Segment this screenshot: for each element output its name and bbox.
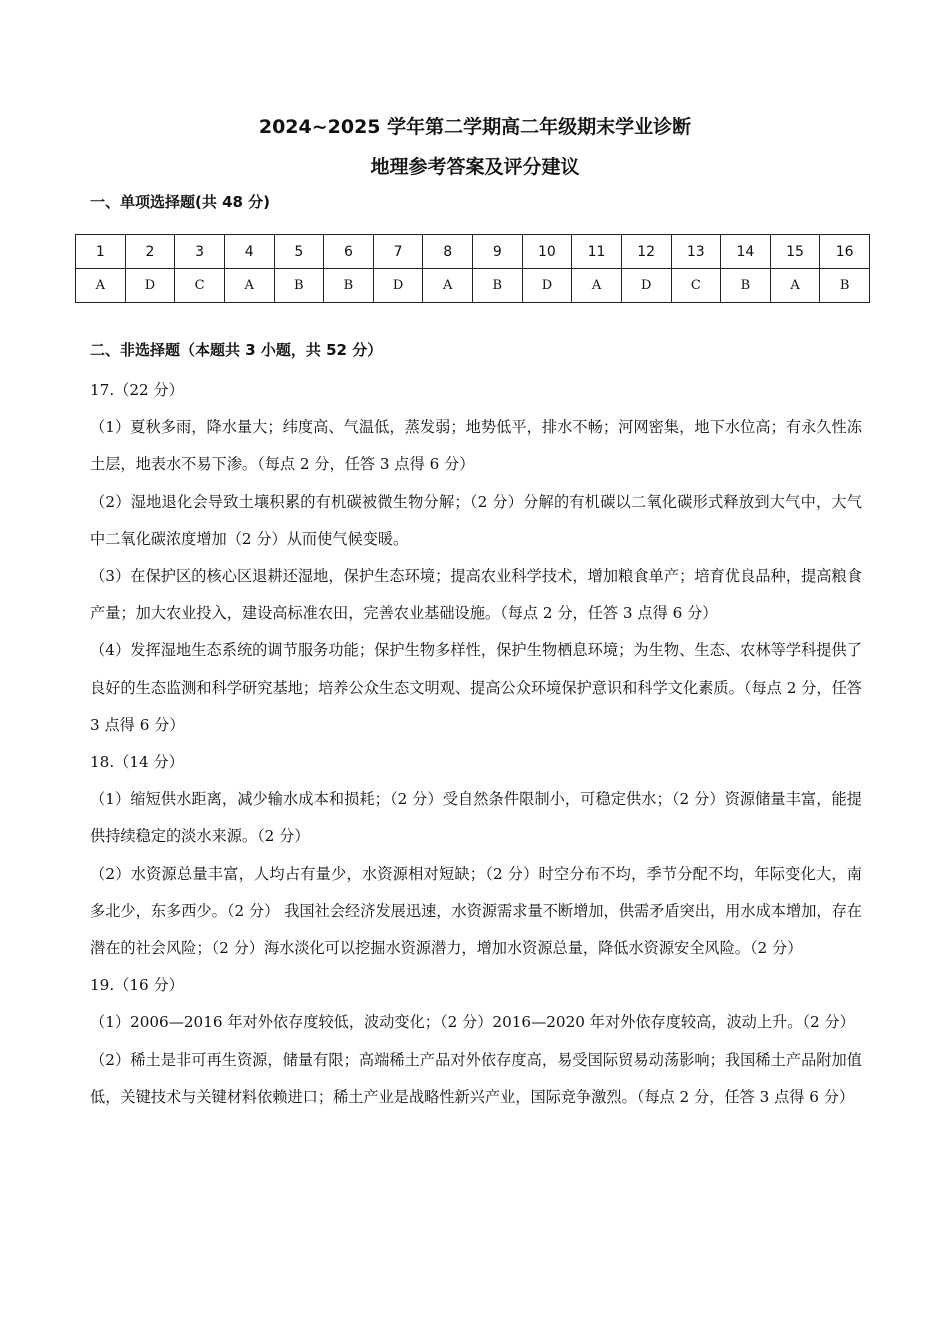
answer-key-cell: A — [224, 269, 274, 303]
answer-key-cell: B — [473, 269, 523, 303]
question-heading: 18.（14 分） — [90, 753, 184, 772]
answer-key-cell: B — [324, 269, 374, 303]
question-number-cell: 12 — [621, 235, 671, 269]
document-title: 2024~2025 学年第二学期高二年级期末学业诊断 — [258, 116, 692, 138]
answer-paragraph: （4）发挥湿地生态系统的调节服务功能；保护生物多样性，保护生物栖息环境；为生物、生态、农林等学科提供了良好的生态监测和科学研究基地；培养公众生态文明观、提高公众环境保护意识和科学文化素质。（每点 2 分，任答 3 点得 6 分） — [90, 641, 862, 734]
question-number-cell: 4 — [224, 235, 274, 269]
question-number-cell: 14 — [721, 235, 771, 269]
question-number-cell: 8 — [423, 235, 473, 269]
answer-paragraph: （2）水资源总量丰富，人均占有量少，水资源相对短缺；（2 分）时空分布不均，季节分配不均，年际变化大，南多北少，东多西少。（2 分） 我国社会经济发展迅速，水资源需求量不断增加，供需矛盾突出，用水成本增加，存在潜在的社会风险；（2 分）海水淡化可以挖掘水资源潜力，增加水资源总量，降低水资源安全风险。（2 分） — [90, 864, 862, 958]
question-number-cell: 11 — [572, 235, 622, 269]
question-number-cell: 15 — [770, 235, 820, 269]
question-number-cell: 10 — [522, 235, 572, 269]
answer-key-cell: A — [572, 269, 622, 303]
question-number-cell: 5 — [274, 235, 324, 269]
question-number-cell: 3 — [175, 235, 225, 269]
answer-key-cell: D — [125, 269, 175, 303]
answer-paragraph: （1）夏秋多雨，降水量大；纬度高、气温低，蒸发弱；地势低平，排水不畅；河网密集，地下水位高；有永久性冻土层，地表水不易下渗。（每点 2 分，任答 3 点得 6 分） — [90, 418, 862, 474]
answer-key-cell: B — [820, 269, 870, 303]
answer-paragraph: （2）湿地退化会导致土壤积累的有机碳被微生物分解；（2 分）分解的有机碳以二氧化碳形式释放到大气中，大气中二氧化碳浓度增加（2 分）从而使气候变暖。 — [90, 492, 862, 548]
answer-body — [90, 372, 862, 1116]
question-number-cell: 6 — [324, 235, 374, 269]
section-2-heading: 二、非选择题（本题共 3 小题，共 52 分） — [90, 341, 383, 359]
answer-key-cell: A — [76, 269, 126, 303]
answer-paragraph: （2）稀土是非可再生资源，储量有限；高端稀土产品对外依存度高，易受国际贸易动荡影响；我国稀土产品附加值低，关键技术与关键材料依赖进口；稀土产业是战略性新兴产业，国际竞争激烈。（每点 2 分，任答 3 点得 6 分） — [90, 1050, 862, 1106]
question-heading: 17.（22 分） — [90, 381, 184, 399]
question-heading: 19.（16 分） — [90, 976, 184, 995]
question-number-cell: 7 — [373, 235, 423, 269]
question-number-cell: 1 — [76, 235, 126, 269]
question-number-cell: 16 — [820, 235, 870, 269]
answer-key-cell: D — [522, 269, 572, 303]
answer-key-cell: A — [423, 269, 473, 303]
question-number-row — [76, 235, 870, 269]
answer-paragraph: （1）缩短供水距离，减少输水成本和损耗；（2 分）受自然条件限制小，可稳定供水；（2 分）资源储量丰富，能提供持续稳定的淡水来源。（2 分） — [90, 790, 862, 846]
answer-key-cell: B — [274, 269, 324, 303]
section-1-heading: 一、单项选择题(共 48 分) — [90, 193, 271, 211]
question-number-cell: 2 — [125, 235, 175, 269]
answer-key-cell: D — [373, 269, 423, 303]
answer-key-cell: C — [671, 269, 721, 303]
answer-key-cell: B — [721, 269, 771, 303]
answer-table — [75, 234, 870, 303]
answer-paragraph: （1）2006—2016 年对外依存度较低，波动变化；（2 分）2016—2020 年对外依存度较高，波动上升。（2 分） — [90, 1013, 855, 1032]
answer-key-cell: A — [770, 269, 820, 303]
document-subtitle: 地理参考答案及评分建议 — [370, 156, 580, 178]
answer-key-row — [76, 269, 870, 303]
answer-key-cell: C — [175, 269, 225, 303]
question-number-cell: 13 — [671, 235, 721, 269]
answer-key-cell: D — [621, 269, 671, 303]
question-number-cell: 9 — [473, 235, 523, 269]
answer-paragraph: （3）在保护区的核心区退耕还湿地，保护生态环境；提高农业科学技术，增加粮食单产；培育优良品种，提高粮食产量；加大农业投入，建设高标准农田，完善农业基础设施。（每点 2 分，任答 3 点得 6 分） — [90, 567, 862, 623]
